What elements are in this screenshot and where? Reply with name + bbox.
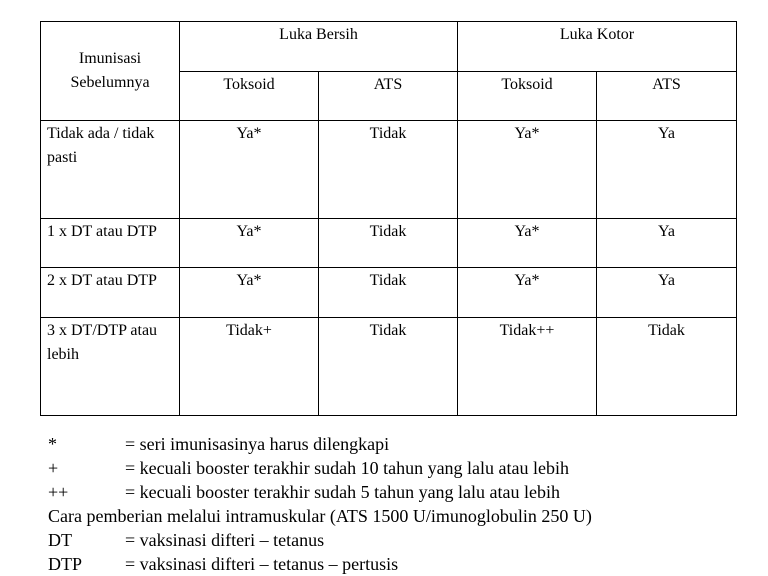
legend-note-text: Cara pemberian melalui intramuskular (ATS 1500 U/imunoglobulin 250 U)	[48, 506, 592, 526]
table-cell: Tidak	[319, 268, 458, 318]
group-header-luka-kotor: Luka Kotor	[458, 22, 737, 72]
table-cell: Ya*	[180, 219, 319, 268]
legend-text: = seri imunisasinya harus dilengkapi	[125, 434, 390, 454]
row-header-cell	[41, 22, 180, 121]
legend-symbol: DT	[48, 530, 72, 550]
table-cell: Tidak+	[180, 318, 319, 416]
row-label: 2 x DT atau DTP	[41, 268, 180, 318]
legend-item	[48, 480, 592, 504]
table-cell: Tidak	[319, 219, 458, 268]
table-cell: Ya*	[458, 121, 597, 219]
legend-symbol: DTP	[48, 554, 83, 574]
table-cell: Ya	[597, 268, 737, 318]
group-header-luka-bersih: Luka Bersih	[180, 22, 458, 72]
row-label: 1 x DT atau DTP	[41, 219, 180, 268]
table-row	[41, 318, 737, 416]
legend-item	[48, 552, 592, 576]
subcolumn-header: ATS	[597, 72, 737, 121]
subcolumn-header: Toksoid	[458, 72, 597, 121]
legend-symbol: *	[48, 434, 57, 454]
legend-item	[48, 432, 592, 456]
table-cell: Ya*	[180, 121, 319, 219]
table-row	[41, 219, 737, 268]
table-cell: Ya*	[180, 268, 319, 318]
row-label: Tidak ada / tidak pasti	[41, 121, 180, 219]
legend-text: = vaksinasi difteri – tetanus – pertusis	[125, 554, 399, 574]
table-cell: Tidak	[319, 318, 458, 416]
table-cell: Ya*	[458, 268, 597, 318]
table-cell: Tidak++	[458, 318, 597, 416]
table-header-row-groups	[41, 22, 737, 72]
table-cell: Tidak	[319, 121, 458, 219]
table-row	[41, 268, 737, 318]
legend-item	[48, 456, 592, 480]
immunization-table	[40, 21, 737, 416]
subcolumn-header: ATS	[319, 72, 458, 121]
legend	[48, 432, 592, 576]
legend-text: = kecuali booster terakhir sudah 10 tahun yang lalu atau lebih	[125, 458, 570, 478]
table-cell: Ya	[597, 121, 737, 219]
table-cell: Ya	[597, 219, 737, 268]
row-label: 3 x DT/DTP atau lebih	[41, 318, 180, 416]
legend-text: = vaksinasi difteri – tetanus	[125, 530, 325, 550]
legend-symbol: +	[48, 458, 59, 478]
table-cell: Tidak	[597, 318, 737, 416]
legend-symbol: ++	[48, 482, 69, 502]
row-header-label: Imunisasi Sebelumnya	[70, 50, 150, 91]
subcolumn-header: Toksoid	[180, 72, 319, 121]
legend-item	[48, 528, 592, 552]
table-cell: Ya*	[458, 219, 597, 268]
administration-note	[48, 504, 592, 528]
legend-text: = kecuali booster terakhir sudah 5 tahun yang lalu atau lebih	[125, 482, 561, 502]
table-row	[41, 121, 737, 219]
